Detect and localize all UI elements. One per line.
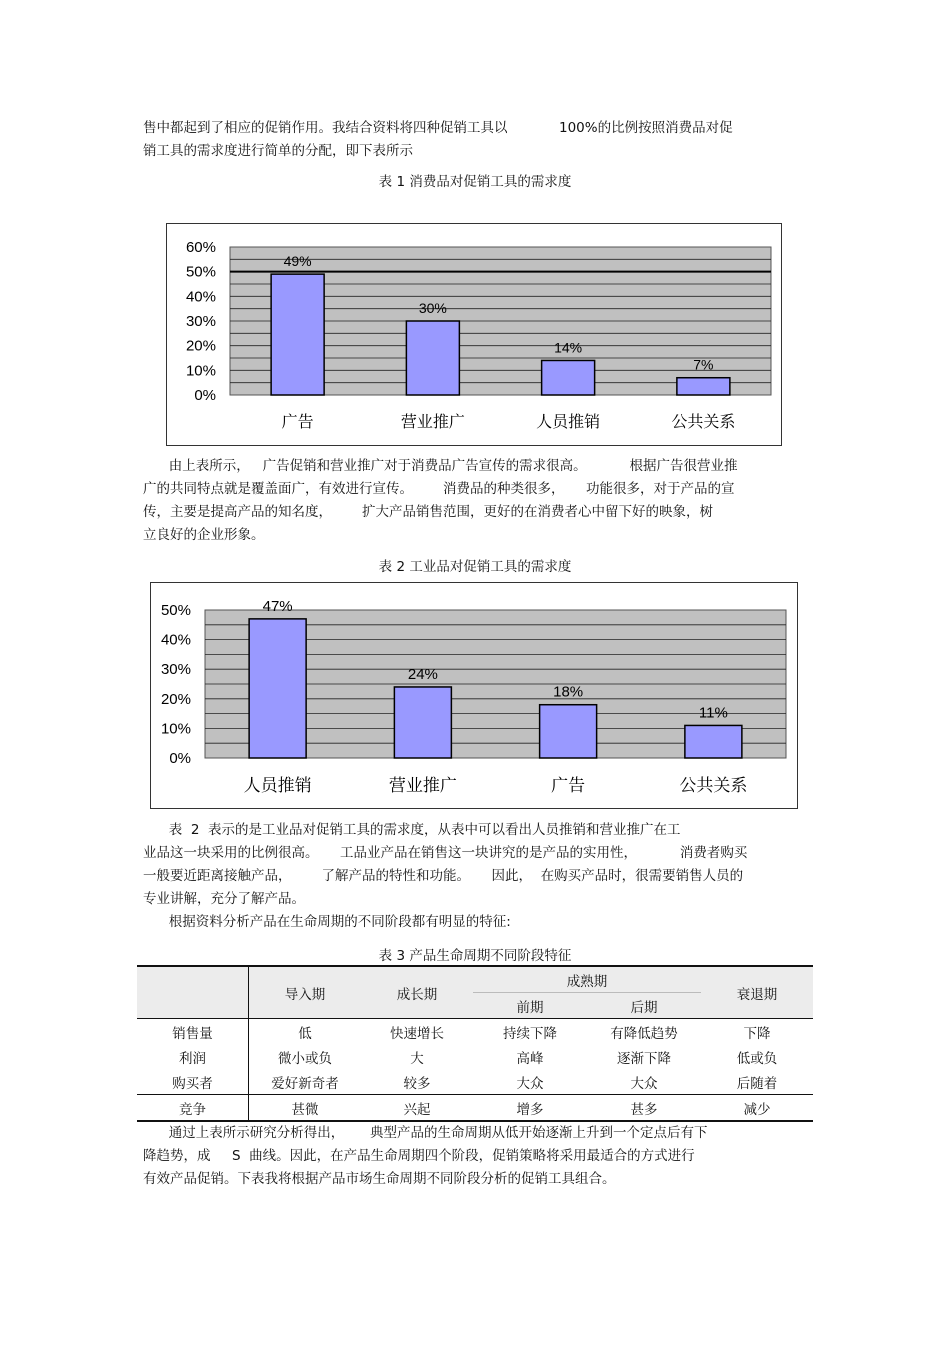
data-label: 24% (407, 665, 438, 683)
table-header-row (137, 966, 813, 993)
text-line: 降趋势，成 S 曲线。因此，在产品生命周期四个阶段，促销策略将采用最适合的方式进行 (143, 1148, 695, 1164)
table-cell: 较多 (403, 1075, 431, 1092)
y-tick-label: 50% (185, 263, 216, 281)
text-line: 由上表所示， 广告促销和营业推广对于消费品广告宣传的需求很高。 根据广告很营业推 (143, 458, 738, 474)
table-cell: 甚多 (587, 1095, 701, 1122)
table-cell: 大众 (516, 1075, 544, 1092)
row-label: 竞争 (137, 1095, 249, 1122)
bar (394, 687, 451, 758)
table-cell: 兴起 (361, 1095, 473, 1122)
table-cell: 快速增长 (361, 1019, 473, 1045)
y-tick-label: 50% (160, 602, 191, 619)
text-line: 销工具的需求度进行简单的分配，即下表所示 (143, 143, 413, 159)
analysis-paragraph-2 (143, 819, 813, 934)
category-label: 广告 (551, 776, 586, 796)
y-tick-label: 60% (185, 239, 216, 256)
header-maturity: 成熟期 (473, 966, 701, 993)
data-label: 11% (698, 704, 728, 722)
bar (677, 378, 730, 395)
header-decline: 衰退期 (701, 966, 813, 1019)
category-label: 营业推广 (400, 412, 465, 431)
table-row (137, 1019, 813, 1045)
table2-caption: 表 2 工业品对促销工具的需求度 (378, 559, 572, 575)
industrial-goods-chart-svg (151, 583, 797, 808)
table-cell: 后随着 (736, 1075, 778, 1092)
row-label: 购买者 (172, 1075, 213, 1092)
y-tick-label: 30% (185, 313, 216, 330)
category-label: 公共关系 (679, 776, 748, 796)
table-cell: 甚微 (249, 1095, 362, 1122)
bar (540, 705, 597, 758)
table-cell: 逐渐下降 (617, 1050, 671, 1067)
data-label: 49% (283, 253, 312, 270)
y-tick-label: 40% (185, 288, 216, 306)
bar (271, 274, 324, 395)
text-line: 立良好的企业形象。 (143, 527, 265, 543)
table-row (137, 1095, 813, 1122)
y-tick-label: 0% (194, 387, 216, 404)
text-line: 有效产品促销。下表我将根据产品市场生命周期不同阶段分析的促销工具组合。 (143, 1171, 616, 1187)
text-line: 根据资料分析产品在生命周期的不同阶段都有明显的特征: (143, 914, 511, 930)
table-cell: 下降 (701, 1019, 813, 1045)
table-cell: 有降低趋势 (587, 1019, 701, 1045)
y-tick-label: 40% (160, 631, 191, 649)
y-tick-label: 10% (185, 362, 216, 380)
text-line: 表 2 表示的是工业品对促销工具的需求度，从表中可以看出人员推销和营业推广在工 (143, 822, 681, 838)
y-tick-label: 0% (169, 750, 191, 767)
bar (249, 619, 306, 758)
table-cell: 高峰 (516, 1050, 544, 1067)
table-cell: 低 (249, 1019, 362, 1045)
category-label: 公共关系 (671, 412, 736, 431)
table-cell: 持续下降 (473, 1019, 587, 1045)
row-label: 销售量 (137, 1019, 249, 1045)
text-line: 业品这一块采用的比例很高。 工品业产品在销售这一块讲究的是产品的实用性， 消费者购买 (143, 845, 748, 861)
analysis-paragraph-1 (143, 455, 813, 547)
data-label: 14% (554, 339, 583, 356)
bar (542, 360, 595, 395)
analysis-paragraph-3 (143, 1122, 813, 1191)
bar (685, 725, 742, 758)
data-label: 7% (693, 356, 714, 373)
header-intro: 导入期 (249, 966, 362, 1019)
table-cell: 低或负 (736, 1050, 778, 1067)
category-label: 人员推销 (536, 412, 601, 431)
header-maturity-late: 后期 (587, 993, 701, 1019)
consumer-goods-chart (166, 223, 782, 446)
table1-caption: 表 1 消费品对促销工具的需求度 (378, 174, 572, 190)
table-row (137, 1069, 813, 1095)
table-cell: 爱好新奇者 (249, 1069, 362, 1095)
category-label: 广告 (281, 412, 314, 431)
text-line: 专业讲解，充分了解产品。 (143, 891, 305, 907)
table-cell: 大 (410, 1050, 424, 1067)
y-tick-label: 20% (185, 337, 216, 355)
text-line: 传，主要是提高产品的知名度， 扩大产品销售范围，更好的在消费者心中留下好的映象，树 (143, 504, 714, 520)
table3-caption: 表 3 产品生命周期不同阶段特征 (378, 948, 572, 964)
table-cell: 大众 (630, 1075, 658, 1092)
intro-paragraph (143, 117, 813, 163)
data-label: 47% (262, 597, 293, 615)
category-label: 营业推广 (388, 776, 457, 796)
bar (406, 321, 459, 395)
y-tick-label: 30% (160, 661, 191, 679)
text-line: 一般要近距离接触产品， 了解产品的特性和功能。 因此， 在购买产品时，很需要销售人员的 (143, 868, 744, 884)
row-label: 利润 (179, 1050, 206, 1067)
y-tick-label: 20% (160, 690, 191, 708)
industrial-goods-chart (150, 582, 798, 809)
header-corner (137, 966, 249, 1019)
data-label: 18% (553, 683, 584, 701)
consumer-goods-chart-svg (167, 224, 781, 445)
y-tick-label: 10% (160, 720, 191, 738)
header-maturity-early: 前期 (473, 993, 587, 1019)
text-line: 售中都起到了相应的促销作用。我结合资料将四种促销工具以 100%的比例按照消费品对促 (143, 120, 733, 136)
table-cell: 增多 (473, 1095, 587, 1122)
text-line: 广的共同特点就是覆盖面广，有效进行宣传。 消费品的种类很多， 功能很多，对于产品的宣 (143, 481, 735, 497)
header-growth: 成长期 (361, 966, 473, 1019)
table-cell: 减少 (701, 1095, 813, 1122)
table-row (137, 1044, 813, 1069)
lifecycle-table (137, 965, 813, 1122)
category-label: 人员推销 (243, 776, 312, 796)
table-cell: 微小或负 (249, 1044, 362, 1069)
data-label: 30% (418, 300, 447, 316)
text-line: 通过上表所示研究分析得出， 典型产品的生命周期从低开始逐渐上升到一个定点后有下 (143, 1125, 708, 1141)
